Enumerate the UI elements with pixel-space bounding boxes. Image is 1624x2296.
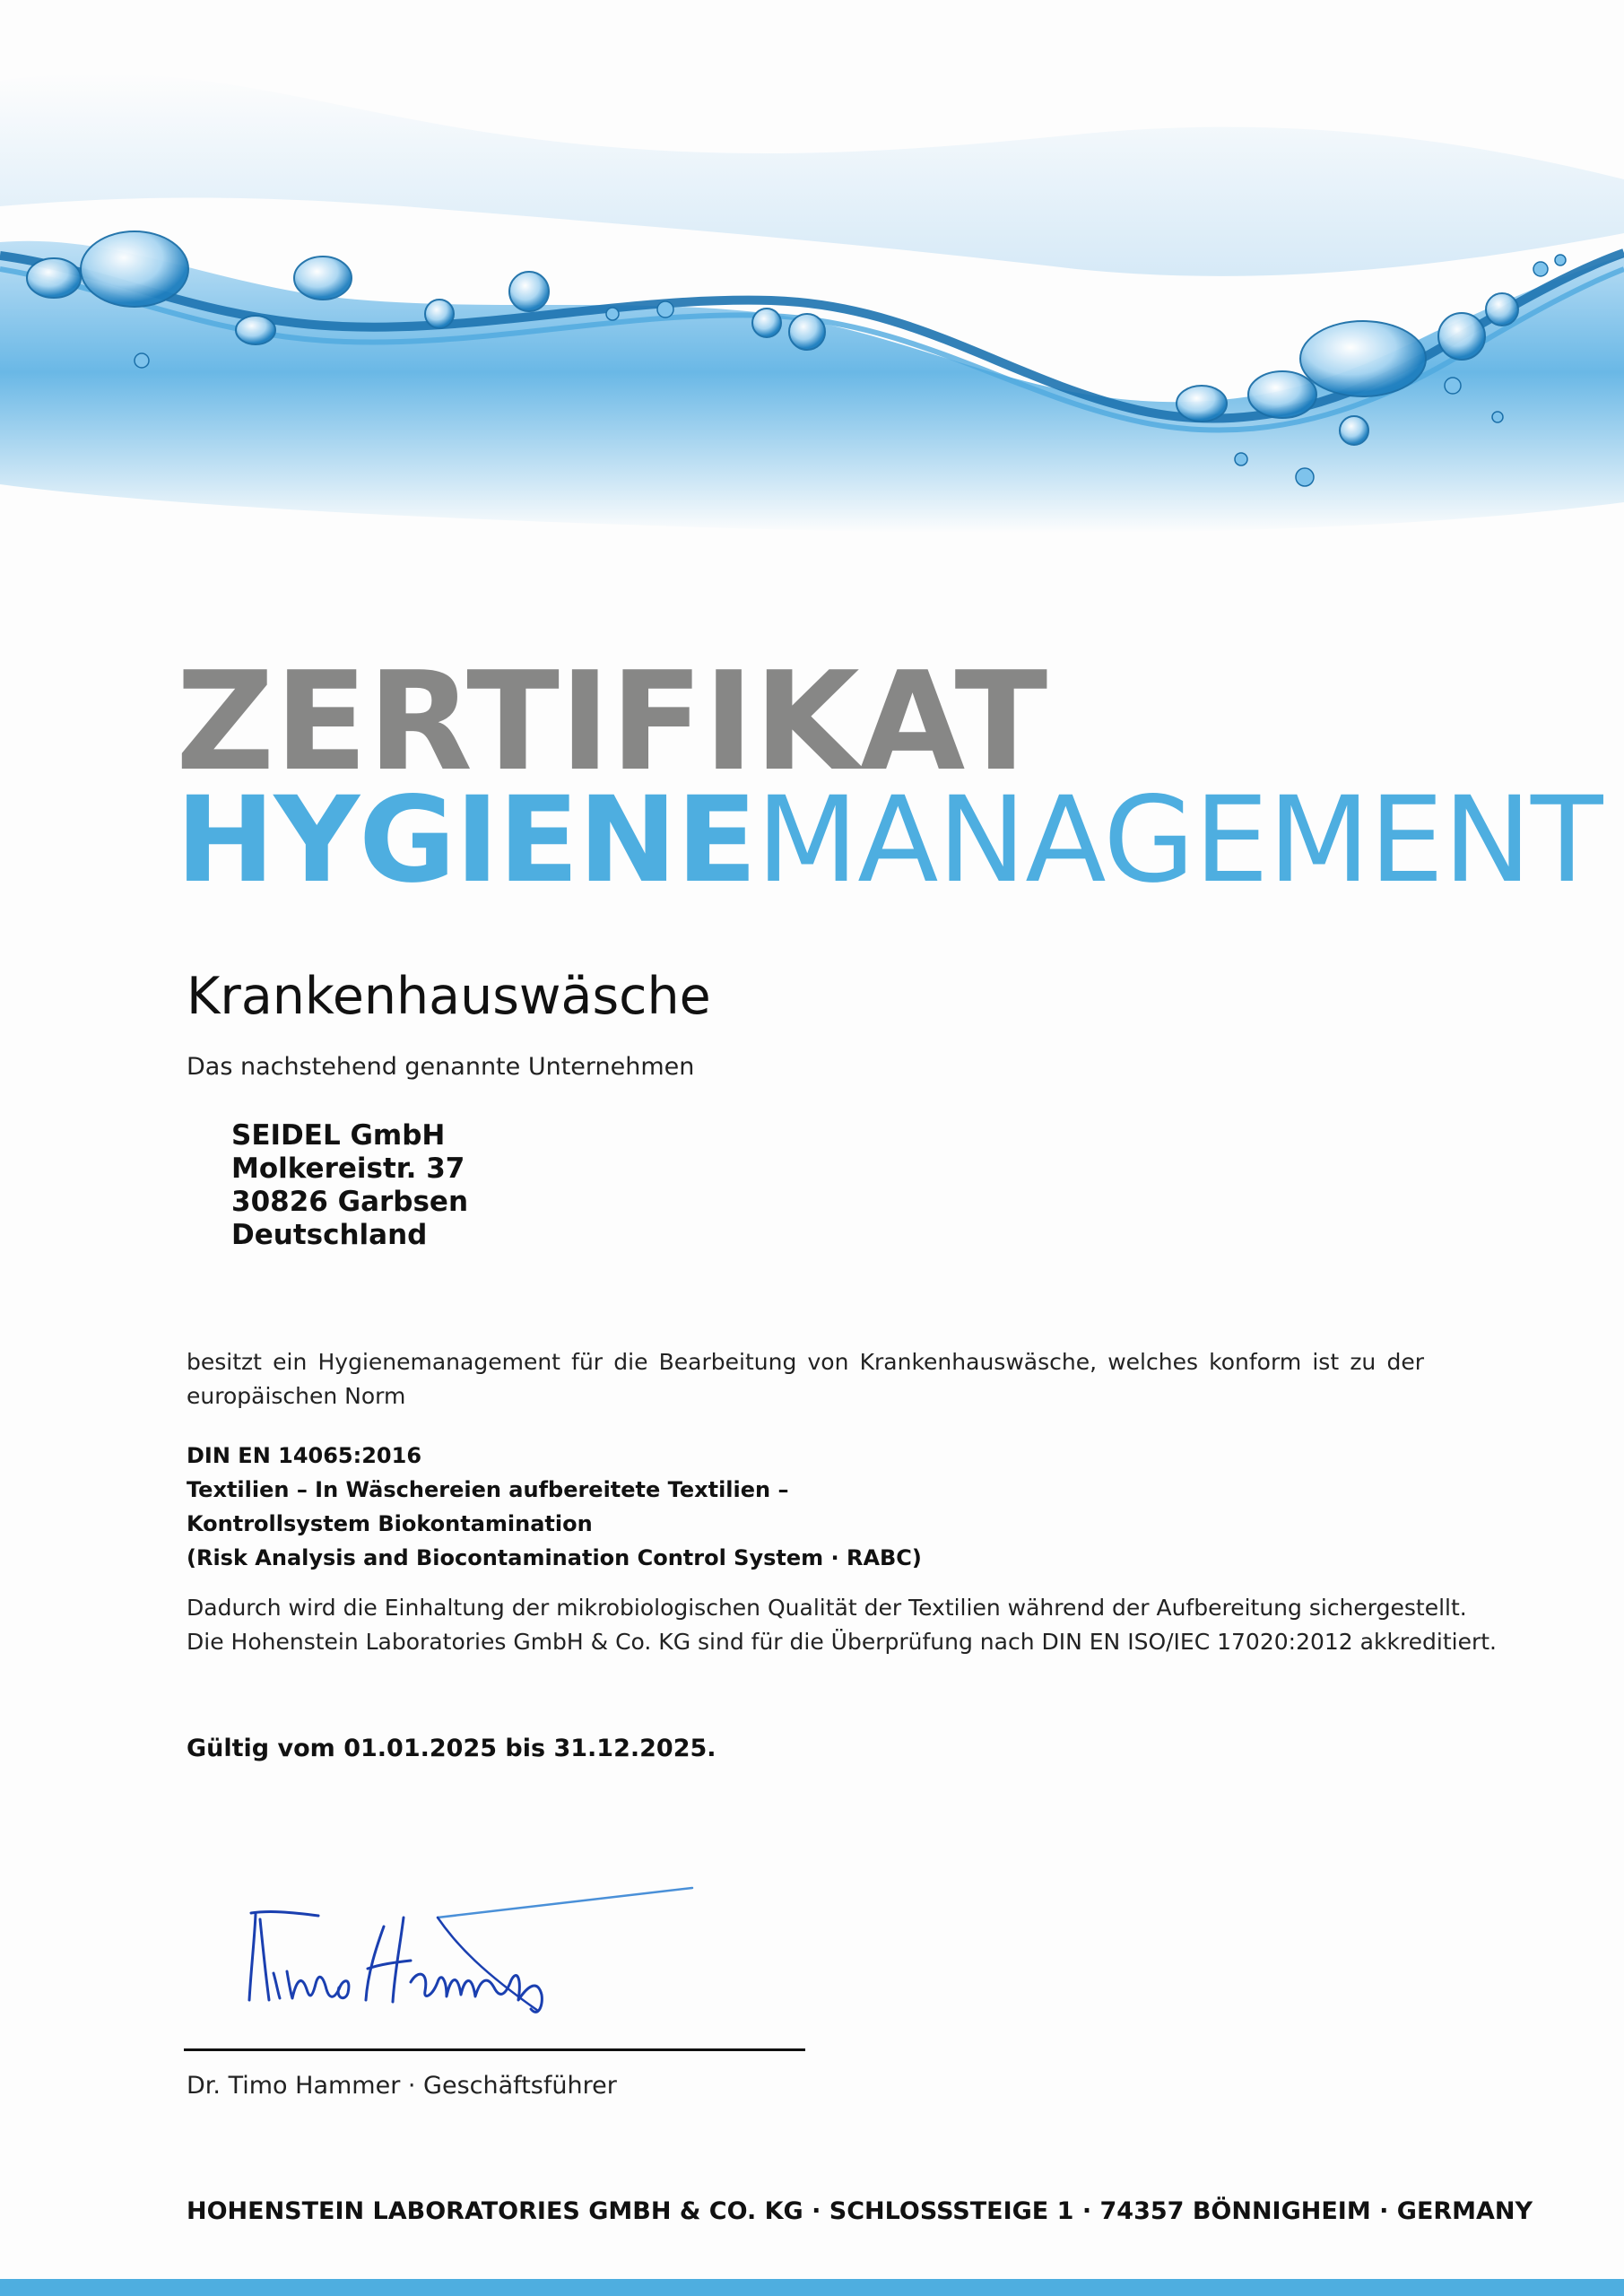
signature-line [184, 2048, 805, 2051]
signer-name: Dr. Timo Hammer · Geschäftsführer [187, 2072, 617, 2100]
certification-statement: besitzt ein Hygienemanagement für die Bearbeitung von Krankenhauswäsche, welches konform ist zu der europäischen Norm [187, 1349, 1424, 1409]
certificate-subtitle [176, 773, 1602, 908]
company-street: Molkereistr. 37 [231, 1152, 465, 1185]
company-country: Deutschland [231, 1219, 428, 1251]
water-wave-illustration [0, 0, 1624, 556]
issuer-address: HOHENSTEIN LABORATORIES GMBH & CO. KG · SCHLOSSSTEIGE 1 · 74357 BÖNNIGHEIM · GERMANY [187, 2197, 1533, 2225]
subtitle-bold-part: HYGIENE [176, 771, 757, 909]
handwritten-signature [233, 1883, 708, 2018]
norm-code: DIN EN 14065:2016 [187, 1443, 422, 1468]
company-name: SEIDEL GmbH [231, 1119, 446, 1152]
norm-title-line3: (Risk Analysis and Biocontamination Control System · RABC) [187, 1545, 922, 1570]
certificate-title: ZERTIFIKAT [176, 642, 1048, 801]
norm-title-line1: Textilien – In Wäschereien aufbereitete Textilien – [187, 1477, 789, 1502]
conclusion-line2: Die Hohenstein Laboratories GmbH & Co. KG sind für die Überprüfung nach DIN EN ISO/IEC 17020:2012 akkreditiert. [187, 1629, 1497, 1655]
company-address-block [231, 1119, 468, 1252]
norm-title-line2: Kontrollsystem Biokontamination [187, 1511, 593, 1536]
footer-bar [0, 2279, 1624, 2296]
subtitle-light-part: MANAGEMENT [756, 771, 1602, 909]
conclusion-text [187, 1591, 1497, 1659]
company-city: 30826 Garbsen [231, 1186, 469, 1218]
norm-block [187, 1439, 1424, 1575]
certificate-category: Krankenhauswäsche [187, 967, 711, 1026]
intro-text: Das nachstehend genannte Unternehmen [187, 1053, 695, 1081]
validity-period: Gültig vom 01.01.2025 bis 31.12.2025. [187, 1735, 716, 1762]
conclusion-line1: Dadurch wird die Einhaltung der mikrobiologischen Qualität der Textilien während der Aufbereitung sichergestellt. [187, 1595, 1467, 1621]
